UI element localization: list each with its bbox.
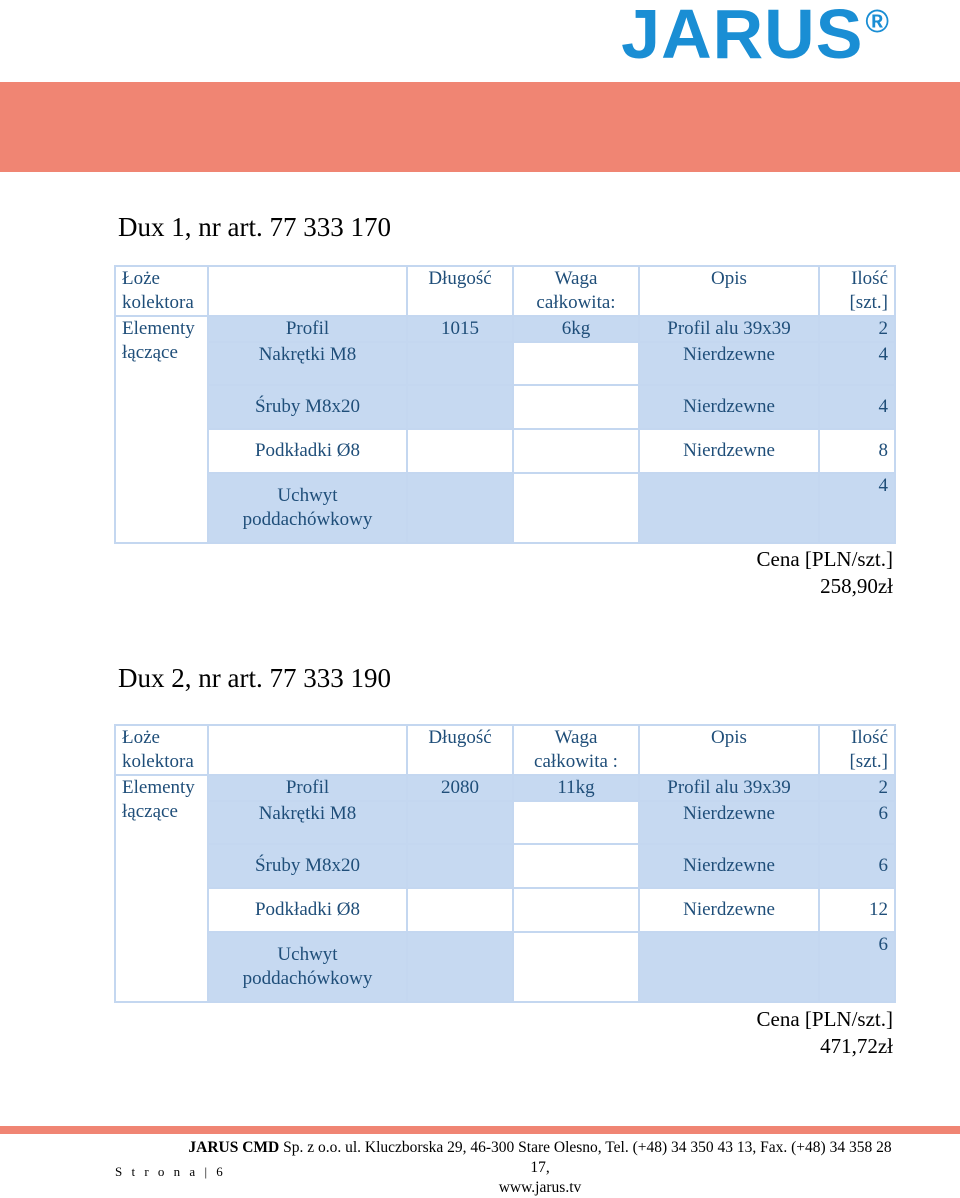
cell-description: Nierdzewne (639, 385, 819, 429)
cell-quantity: 6 (819, 932, 895, 1002)
table-row (115, 342, 895, 385)
cell-name: Uchwyt poddachówkowy (208, 932, 407, 1002)
product-title: Dux 1, nr art. 77 333 170 (118, 212, 391, 242)
product-spec-table (114, 265, 896, 544)
cell-quantity: 6 (819, 801, 895, 844)
cell-description (639, 473, 819, 543)
page-number: S t r o n a | 6 (115, 1164, 226, 1179)
footer-address (185, 1138, 895, 1198)
cell-quantity: 4 (819, 473, 895, 543)
cell-description: Nierdzewne (639, 429, 819, 473)
cell-quantity: 4 (819, 385, 895, 429)
price-label: Cena [PLN/szt.] (756, 1007, 893, 1031)
group-label-connecting: Elementy łączące (115, 775, 208, 1002)
registered-mark: ® (865, 3, 890, 39)
group-label-bed: Łoże kolektora (115, 266, 208, 316)
header-band (0, 82, 960, 172)
table-row (115, 888, 895, 932)
cell-quantity: 2 (819, 775, 895, 801)
footer-website[interactable]: www.jarus.tv (498, 1179, 582, 1196)
product-title: Dux 2, nr art. 77 333 190 (118, 663, 391, 693)
table-row (115, 932, 895, 1002)
jarus-logo (621, 0, 890, 81)
cell-description: Nierdzewne (639, 844, 819, 888)
footer-company: JARUS CMD (188, 1139, 280, 1156)
cell-name: Podkładki Ø8 (208, 429, 407, 473)
header-length: Długość (407, 725, 513, 775)
table-row (115, 429, 895, 473)
cell-name: Profil (208, 316, 407, 342)
table-row (115, 775, 895, 801)
cell-weight: 6kg (513, 316, 639, 342)
group-label-bed: Łoże kolektora (115, 725, 208, 775)
cell-quantity: 12 (819, 888, 895, 932)
cell-quantity: 4 (819, 342, 895, 385)
logo-text: JARUS (621, 0, 864, 73)
cell-name: Uchwyt poddachówkowy (208, 473, 407, 543)
header-description: Opis (639, 725, 819, 775)
header-weight: Waga całkowita : (513, 725, 639, 775)
cell-quantity: 2 (819, 316, 895, 342)
table-row (115, 316, 895, 342)
table-row (115, 385, 895, 429)
cell-length: 1015 (407, 316, 513, 342)
cell-name: Profil (208, 775, 407, 801)
price-block (757, 1006, 893, 1060)
cell-description: Profil alu 39x39 (639, 775, 819, 801)
cell-quantity: 6 (819, 844, 895, 888)
table-row (115, 473, 895, 543)
footer-band (0, 1126, 960, 1134)
price-label: Cena [PLN/szt.] (756, 547, 893, 571)
cell-name: Śruby M8x20 (208, 844, 407, 888)
cell-name: Śruby M8x20 (208, 385, 407, 429)
cell-quantity: 8 (819, 429, 895, 473)
group-label-connecting: Elementy łączące (115, 316, 208, 543)
product-spec-table (114, 724, 896, 1003)
header-quantity: Ilość [szt.] (819, 725, 895, 775)
header-description: Opis (639, 266, 819, 316)
cell-name: Nakrętki M8 (208, 801, 407, 844)
cell-name: Podkładki Ø8 (208, 888, 407, 932)
price-value: 258,90zł (820, 574, 893, 598)
header-length: Długość (407, 266, 513, 316)
cell-description: Profil alu 39x39 (639, 316, 819, 342)
cell-description: Nierdzewne (639, 342, 819, 385)
cell-name: Nakrętki M8 (208, 342, 407, 385)
cell-description: Nierdzewne (639, 888, 819, 932)
table-row (115, 801, 895, 844)
header-weight: Waga całkowita: (513, 266, 639, 316)
cell-description: Nierdzewne (639, 801, 819, 844)
table-row (115, 844, 895, 888)
cell-description (639, 932, 819, 1002)
price-block (757, 546, 893, 600)
header-quantity: Ilość [szt.] (819, 266, 895, 316)
cell-weight: 11kg (513, 775, 639, 801)
price-value: 471,72zł (820, 1034, 893, 1058)
cell-length: 2080 (407, 775, 513, 801)
footer-address-text: Sp. z o.o. ul. Kluczborska 29, 46-300 Stare Olesno, Tel. (+48) 34 350 43 13, Fax. (+48) 34 358 28 17, (279, 1139, 892, 1176)
